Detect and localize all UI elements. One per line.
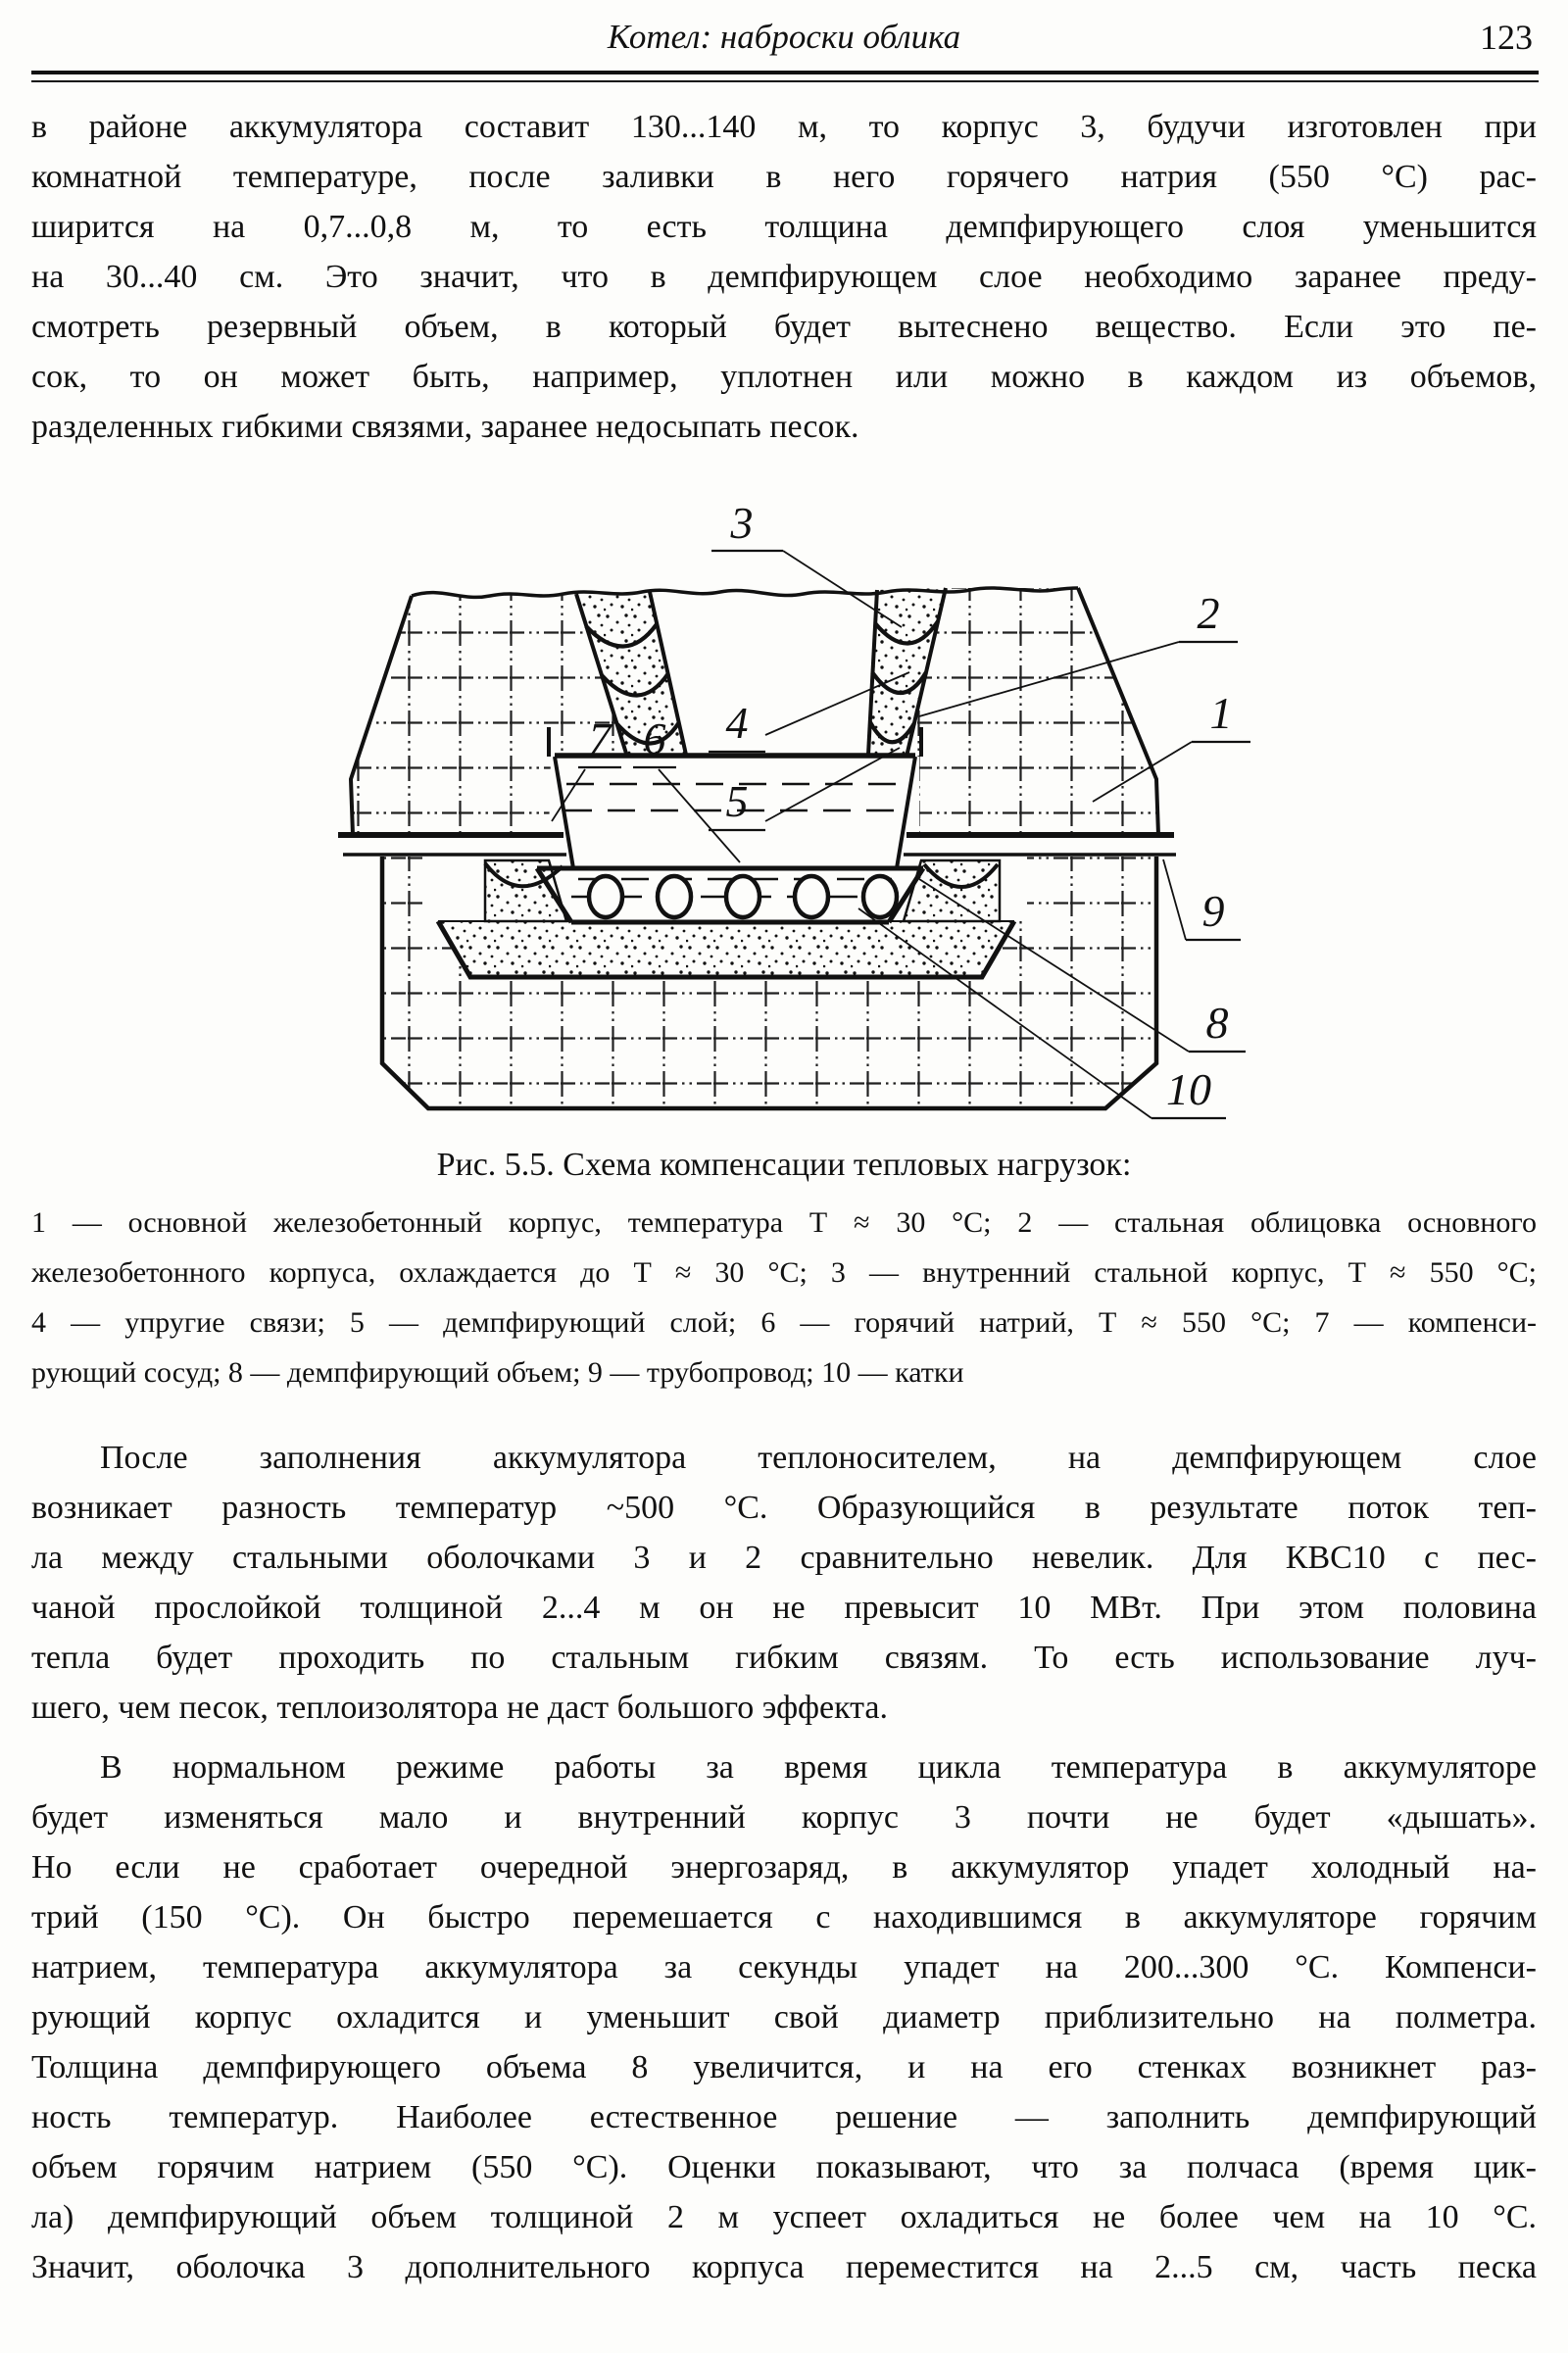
text-line: Толщина демпфирующего объема 8 увеличится, и на его стенках возникнет раз- — [31, 2049, 1537, 2085]
text-line: ность температур. Наиболее естественное решение — заполнить демпфирующий — [31, 2099, 1537, 2135]
header-rule — [31, 71, 1539, 82]
callout-6: 6 — [643, 713, 666, 763]
text-line: будет изменяться мало и внутренний корпус 3 почти не будет «дышать». — [31, 1799, 1537, 1836]
legend-line: 4 — упругие связи; 5 — демпфирующий слой; 6 — горячий натрий, Т ≈ 550 °С; 7 — компенси- — [31, 1306, 1537, 1339]
legend-line: рующий сосуд; 8 — демпфирующий объем; 9 — трубопровод; 10 — катки — [31, 1356, 964, 1389]
legend-line: 1 — основной железобетонный корпус, температура Т ≈ 30 °С; 2 — стальная облицовка основного — [31, 1206, 1537, 1239]
text-line: объем горячим натрием (550 °С). Оценки показывают, что за полчаса (время цик- — [31, 2149, 1537, 2185]
text-line: в районе аккумулятора составит 130...140 м, то корпус 3, будучи изготовлен при — [31, 109, 1537, 145]
text-line: трий (150 °С). Он быстро перемешается с находившимся в аккумуляторе горячим — [31, 1899, 1537, 1936]
figure-legend — [31, 1198, 1537, 1397]
text-line: комнатной температуре, после заливки в него горячего натрия (550 °С) рас- — [31, 159, 1537, 195]
text-line: Но если не сработает очередной энергозаряд, в аккумулятор упадет холодный на- — [31, 1849, 1537, 1886]
text-line: чаной прослойкой толщиной 2...4 м он не превысит 10 МВт. При этом половина — [31, 1590, 1537, 1626]
callout-8: 8 — [1205, 998, 1229, 1048]
concrete-body-hatch — [351, 588, 1158, 1108]
callout-5: 5 — [725, 776, 749, 826]
text-line: ла) демпфирующий объем толщиной 2 м успеет охладиться не более чем на 10 °С. — [31, 2199, 1537, 2235]
text-line: смотреть резервный объем, в который будет вытеснено вещество. Если это пе- — [31, 309, 1537, 345]
text-line: возникает разность температур ~500 °С. Образующийся в результате поток теп- — [31, 1490, 1537, 1526]
text-line: сок, то он может быть, например, уплотнен или можно в каждом из объемов, — [31, 359, 1537, 395]
text-line: рующий корпус охладится и уменьшит свой диаметр приблизительно на полметра. — [31, 1999, 1537, 2035]
text-line: шего, чем песок, теплоизолятора не даст большого эффекта. — [31, 1690, 889, 1726]
callout-3: 3 — [730, 498, 754, 548]
text-line: Значит, оболочка 3 дополнительного корпуса переместится на 2...5 см, часть песка — [31, 2249, 1537, 2285]
paragraph-1 — [31, 102, 1537, 452]
callout-4: 4 — [725, 698, 749, 748]
callout-10: 10 — [1166, 1064, 1211, 1114]
page-number: 123 — [1480, 18, 1533, 57]
text-line: В нормальном режиме работы за время цикла температура в аккумуляторе — [100, 1749, 1537, 1786]
running-header-title: Котел: наброски облика — [607, 18, 961, 56]
paragraph-2 — [31, 1433, 1537, 1733]
legend-line: железобетонного корпуса, охлаждается до Т ≈ 30 °С; 3 — внутренний стальной корпус, Т ≈ 550 °С; — [31, 1256, 1537, 1289]
callout-9: 9 — [1201, 886, 1225, 936]
text-line: тепла будет проходить по стальным гибким связям. То есть использование луч- — [31, 1640, 1537, 1676]
pipeline — [338, 835, 1176, 855]
callout-7: 7 — [588, 713, 612, 763]
text-line: ла между стальными оболочками 3 и 2 сравнительно невелик. Для КВС10 с пес- — [31, 1540, 1537, 1576]
text-line: ширится на 0,7...0,8 м, то есть толщина демпфирующего слоя уменьшится — [31, 209, 1537, 245]
callout-2: 2 — [1197, 588, 1220, 638]
callout-1: 1 — [1209, 688, 1233, 738]
figure-5-5-diagram — [0, 495, 1568, 1142]
paragraph-3 — [31, 1742, 1537, 2292]
text-line: разделенных гибкими связями, заранее недосыпать песок. — [31, 409, 859, 445]
text-line: на 30...40 см. Это значит, что в демпфирующем слое необходимо заранее преду- — [31, 259, 1537, 295]
text-line: После заполнения аккумулятора теплоносителем, на демпфирующем слое — [100, 1440, 1537, 1476]
text-line: натрием, температура аккумулятора за секунды упадет на 200...300 °С. Компенси- — [31, 1949, 1537, 1985]
figure-caption: Рис. 5.5. Схема компенсации тепловых нагрузок: — [436, 1147, 1132, 1183]
